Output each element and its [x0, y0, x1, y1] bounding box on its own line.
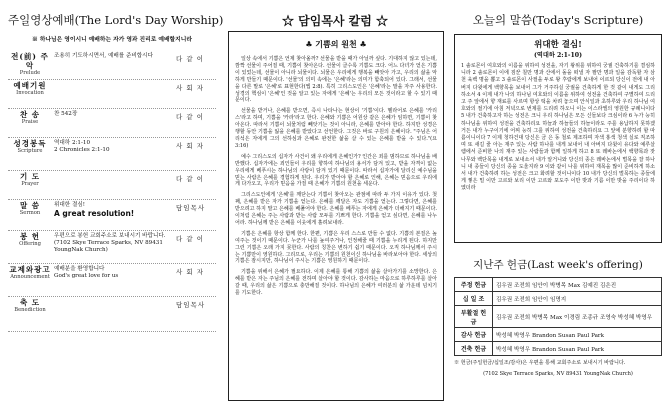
worship-item-korean: 봉 헌 — [19, 232, 41, 241]
offering-names: 박성혜 박영우 Brandon Susan Paul Park — [493, 342, 662, 356]
worship-item-detail-2: A great resolution! — [54, 209, 135, 218]
column-title: ☆ 담임목사 칼럼 ☆ — [281, 14, 389, 28]
worship-item-english: Announcement — [10, 274, 50, 280]
worship-item-content — [52, 171, 176, 173]
offering-row — [455, 278, 662, 292]
column-heading: ♣ 기쁨의 원천 ♣ — [305, 39, 367, 49]
worship-item — [8, 109, 216, 138]
worship-item-label — [8, 264, 52, 281]
worship-item-label — [8, 138, 52, 155]
worship-item-label — [8, 231, 52, 248]
worship-item-detail-2: 2 Chronicles 2:1-10 — [54, 147, 110, 153]
worship-item-english: Praise — [21, 119, 39, 125]
worship-item-english: Prelude — [19, 70, 41, 76]
offering-address: (7102 Skye Terrace Sparks, NV 89431 YoungNak Church) — [483, 371, 633, 377]
scripture-box — [454, 34, 662, 243]
scripture-offering-column — [448, 0, 670, 407]
offering-row — [455, 292, 662, 306]
worship-item-role: 다 같 이 — [176, 175, 204, 183]
worship-item-role: 담임목사 — [176, 204, 206, 212]
worship-item-english: Offering — [19, 241, 41, 247]
worship-item-content — [52, 200, 176, 218]
worship-item-korean: 말 씀 — [19, 201, 41, 210]
offering-category: 건축 헌금 — [455, 342, 493, 356]
worship-item-label — [8, 109, 52, 126]
worship-item-english: Prayer — [21, 181, 39, 187]
worship-item — [8, 80, 216, 109]
column-frame — [228, 31, 444, 401]
worship-item-detail: 찬 542장 — [54, 111, 78, 117]
worship-item-label — [8, 200, 52, 217]
offering-category: 십 일 조 — [455, 292, 493, 306]
worship-item-role: 사 회 자 — [176, 268, 204, 276]
offering-names: 김우권 조전희 임안이 임명지 — [493, 292, 662, 306]
offering-category: 감사 헌금 — [455, 328, 493, 342]
worship-item-label — [8, 297, 52, 314]
worship-item-role: 사 회 자 — [176, 142, 204, 150]
offering-table — [454, 277, 662, 356]
worship-item — [8, 51, 216, 80]
column-paragraph: 선물을 받거나, 은혜를 받으면, 즉시 나타나는 현상이 '기쁨'이다. 헬라어로 은혜를 '카리스'라고 하며, 기쁨을 '카라'라고 한다. 은혜와 기쁨은 어원상 같은 은혜가 임하면, 기쁨이 찾아온다. 따라서 기쁨이 뇌물처럼 빼앗기는 것이 아니라, 은혜를 받아야 한다. 하지만 성경은 행할 동안 기쁨을 잃을 은혜를 받았다고 선언한다. 그것은 바로 구원의 은혜이다. "주님은 어리석은 자에게 그의 선하심과 은혜로 완전한 삶을 살 수 있는 은혜를 받을 수 있다."(요 3:16) — [235, 108, 437, 149]
column-paragraph: 그리스도인에게 '은혜'를 깨닫는다 기쁨이 찾아오는 관점에 따라 두 가지 이유가 있다. 첫째, 은혜를 받은 자가 기쁨을 얻는다. 은혜를 깨달은 자도 기쁨을 얻는다. 그렇다면, 은혜를 받으려고 하지 말고 은혜를 베풀어야 한다. 은혜를 베푸는 자에게 은혜가 더해지기 때문이다. 이처럼 은혜는 주는 사람과 받는 사람 모두를 기쁘게 한다. 기쁨을 얻고 싶다면, 은혜를 나누어라. 하나님께 받은 은혜를 이웃에게 흘려보내라. — [235, 192, 437, 226]
scripture-title: 오늘의 말씀(Today's Scripture) — [472, 13, 644, 27]
column-paragraph: 일상 속에서 기쁨은 언제 찾아올까? 선물을 받을 때가 아닐까 싶다. 기대하지 않고 있는데, 깜짝 선물이 주어질 때, 기쁨이 찾아온다. 선물이 클수록 기쁨도 크다. 어느 다녀가 얻은 기쁨이 있었는데, 선물이 아니라 뇌물이다. 뇌물은 우리에게 행복을 빼앗아 가고, 우리의 삶을 악하게 만들기 때문이다. '선물'의 의미 속에는 '은혜'라는 의미가 함축되어 있다. 그래서, 선물을 다른 말로 '은혜'로 표현한다(엡 2:8). 특히 그리스도인은 '은혜'라는 말을 자주 사용한다. 성경의 핵심이 '은혜'인 것을 알고 있는 자에게 '은혜'는 우리의 모든 것이라고 할 수 있기 때문이다. — [235, 56, 437, 104]
column-paragraph: 예수 그리스도의 십자가 사건이 왜 우리에게 은혜인가? 인간은 죄를 범하므로 하나님을 배반했다. 십자가에는 죄인들이 우리를 향하여 하나님의 용서가 담겨 있고, 받을 자격이 없는 우리에게 베푸시는 하나님의 사랑이 담겨 있기 때문이다. 따라서 십자가에 달리신 예수님을 믿는 사람은 은혜를 경험하게 된다. 우리가 받아야 할 은혜로 인해, 은혜는 믿음으로 우리에게 다가오고, 우리가 믿음을 가질 때 은혜가 기쁨의 원천을 세운다. — [235, 153, 437, 188]
worship-order-column — [0, 0, 222, 407]
worship-item-label — [8, 171, 52, 188]
offering-row — [455, 328, 662, 342]
worship-item-english: Benediction — [14, 307, 46, 313]
worship-item-content — [52, 109, 176, 118]
offering-note: ※ 헌금(주일헌금/십일조/감사)은 우편을 통해 교회주소로 보내시기 바랍니다. — [454, 360, 626, 366]
worship-item-role: 다 같 이 — [176, 235, 204, 243]
worship-item-label — [8, 51, 52, 77]
scripture-text: 1 솔로몬이 여호와의 이름을 위하여 성전을, 자기 왕위를 위하여 궁궐 건축하기를 결심하니라 2 솔로몬이 이에 짐꾼 칠만 명과 산에서 돌을 떠낼 자 팔만 명과 일을 감독할 자 삼천 육백 명을 뽑고 3 솔로몬이 사절을 두로 왕 후람에게 보내어 이르되 당신이 전에 내 아버지 다윗에게 백향목을 보내어 그가 거주하실 궁궐을 건축하게 한 것 같이 내게도 그리 하소서 4 이제 내가 나의 하나님 여호와의 이름을 위하여 성전을 건축하여 구별하여 드리고 주 앞에서 향 재료를 사르며 항상 떡을 차려 놓으며 안식일과 초하루와 우리 하나님 여호와의 절기에 아침 저녁으로 번제를 드리려 하오니 이는 이스라엘의 영원한 규례니이다 5 내가 건축하고자 하는 성전은 크니 우리 하나님은 모든 신들보다 크심이라 6 누가 능히 하나님을 위하여 성전을 건축하리요 하늘과 하늘들의 하늘이라도 주를 용납하지 못하겠거든 내가 누구이기에 어찌 능히 그를 위하여 성전을 건축하리요 그 앞에 분향하려 할 따름이니이다 7 이제 청하건대 당신은 금 은 동 철로 제조하며 자색 홍색 청색 실로 직조하며 또 새길 줄 아는 재주 있는 사람 하나를 내게 보내어 내 아버지 다윗이 유다와 예루살렘에서 준비한 나의 재주 있는 사람들과 함께 일하게 하고 8 또 레바논에서 백향목과 잣나무와 백단목을 내게로 보내소서 내가 알거니와 당신의 종은 레바논에서 벌목을 잘 하나니 내 종들이 당신의 종을 도울지라 9 이와 같이 나를 위하여 재목을 많이 준비하게 하소서 내가 건축하려 하는 성전은 크고 화려할 것이니이다 10 내가 당신의 벌목하는 종들에게 찧은 밀 이만 고르와 보리 이만 고르와 포도주 이만 밧과 기름 이만 밧을 주리이다 하였더라 — [461, 63, 655, 192]
worship-item-content — [52, 264, 176, 280]
worship-item-role: 사 회 자 — [176, 84, 204, 92]
worship-item-content — [52, 138, 176, 154]
worship-item — [8, 297, 216, 332]
worship-item-english: Scripture — [17, 148, 43, 154]
scripture-reference: (역대하 2:1-10) — [533, 52, 582, 59]
worship-item — [8, 171, 216, 200]
worship-title: 주일영상예배(The Lord's Day Worship) — [8, 13, 224, 27]
worship-item-role: 담임목사 — [176, 301, 206, 309]
column-paragraph: 기쁨을 위해서 은혜가 필요하다. 이제 은혜를 통해 기쁨의 삶을 살아가기를 소망한다. 은혜를 받은 자는 주님의 은혜를 전하며 살아야 할 것이다. 감사하는 마음으로 하루하루를 살아갈 때, 우리의 삶은 기쁨으로 충만해질 것이다. 하나님의 은혜가 여러분의 삶 가운데 넘치기를 기도한다. — [235, 269, 437, 297]
column-body — [229, 56, 443, 297]
scripture-headline: 위대한 결심! — [534, 40, 582, 50]
worship-item-content — [52, 297, 176, 299]
worship-item-label — [8, 80, 52, 97]
worship-item — [8, 138, 216, 171]
worship-item-detail-2: (7102 Skye Terrace Sparks, NV 89431 YoungNak Church) — [54, 240, 163, 253]
offering-names: 김우권 조전희 임안이 박병목 Max 김예진 김은진 — [493, 278, 662, 292]
worship-item-korean: 예배기원 — [13, 81, 47, 90]
worship-item-korean: 교제와광고 — [9, 265, 51, 274]
offering-row — [455, 306, 662, 328]
offering-category: 부활절 헌금 — [455, 306, 493, 328]
worship-motto: ※ 하나님은 영이시니 예배하는 자가 영과 진리로 예배할지니라 — [32, 37, 192, 43]
worship-item-korean: 축 도 — [19, 298, 41, 307]
worship-item-korean: 찬 송 — [19, 110, 41, 119]
worship-item-content — [52, 51, 176, 60]
worship-item — [8, 264, 216, 297]
offering-names: 김우권 조전희 박병목 Max 이경림 조종규 조영숙 박성혜 박영우 — [493, 306, 662, 328]
worship-item-detail: 예배분을 환영합니다 — [54, 266, 105, 272]
worship-item-korean: 기 도 — [19, 172, 41, 181]
worship-item-content — [52, 231, 176, 254]
worship-item-detail-2: God's great love for us — [54, 273, 119, 279]
worship-item-detail: 역대하 2:1-10 — [54, 140, 90, 146]
worship-item-korean: 전(前) 주 악 — [11, 52, 49, 70]
worship-item-detail: 우편으로 봉헌 교회주소로 보내시기 바랍니다. — [54, 233, 166, 239]
offering-title: 지난주 헌금(Last week's offering) — [473, 259, 643, 271]
worship-item-english: Sermon — [19, 210, 41, 216]
worship-item-content — [52, 80, 176, 82]
offering-category: 주정 헌금 — [455, 278, 493, 292]
worship-order-list — [8, 51, 216, 332]
worship-item-korean: 성경봉독 — [13, 139, 47, 148]
worship-item-detail: 조용히 기도하시면서, 예배를 준비합시다 — [54, 53, 153, 59]
worship-item-english: Invocation — [16, 90, 44, 96]
offering-row — [455, 342, 662, 356]
worship-item-role: 다 같 이 — [176, 55, 204, 63]
pastor-column — [224, 0, 446, 407]
worship-item-role: 다 같 이 — [176, 113, 204, 121]
column-paragraph: 기쁨은 은혜를 항상 함께 한다. 한편, 기쁨은 우리 스스로 만들 수 없다. 기쁨의 본질은 높여주는 것이기 때문이다. 누군가 나를 높여주거나, 인정해줄 때 기쁨을 누리게 된다. 하지만 그런 기쁨은 오래 가지 못한다. 사람의 칭찬은 변하기 쉽기 때문이다. 오직 하나님께서 주시는 기쁨만이 영원하다. 그리므로, 우리는 기쁨의 원천이신 하나님을 바라보아야 한다. 세상의 기쁨은 잠시지만, 하나님이 주시는 기쁨은 영원하기 때문이다. — [235, 230, 437, 265]
worship-item — [8, 200, 216, 231]
worship-item-detail: 위대한 결심! — [54, 202, 86, 208]
worship-item — [8, 231, 216, 264]
offering-names: 박성혜 박영우 Brandon Susan Paul Park — [493, 328, 662, 342]
